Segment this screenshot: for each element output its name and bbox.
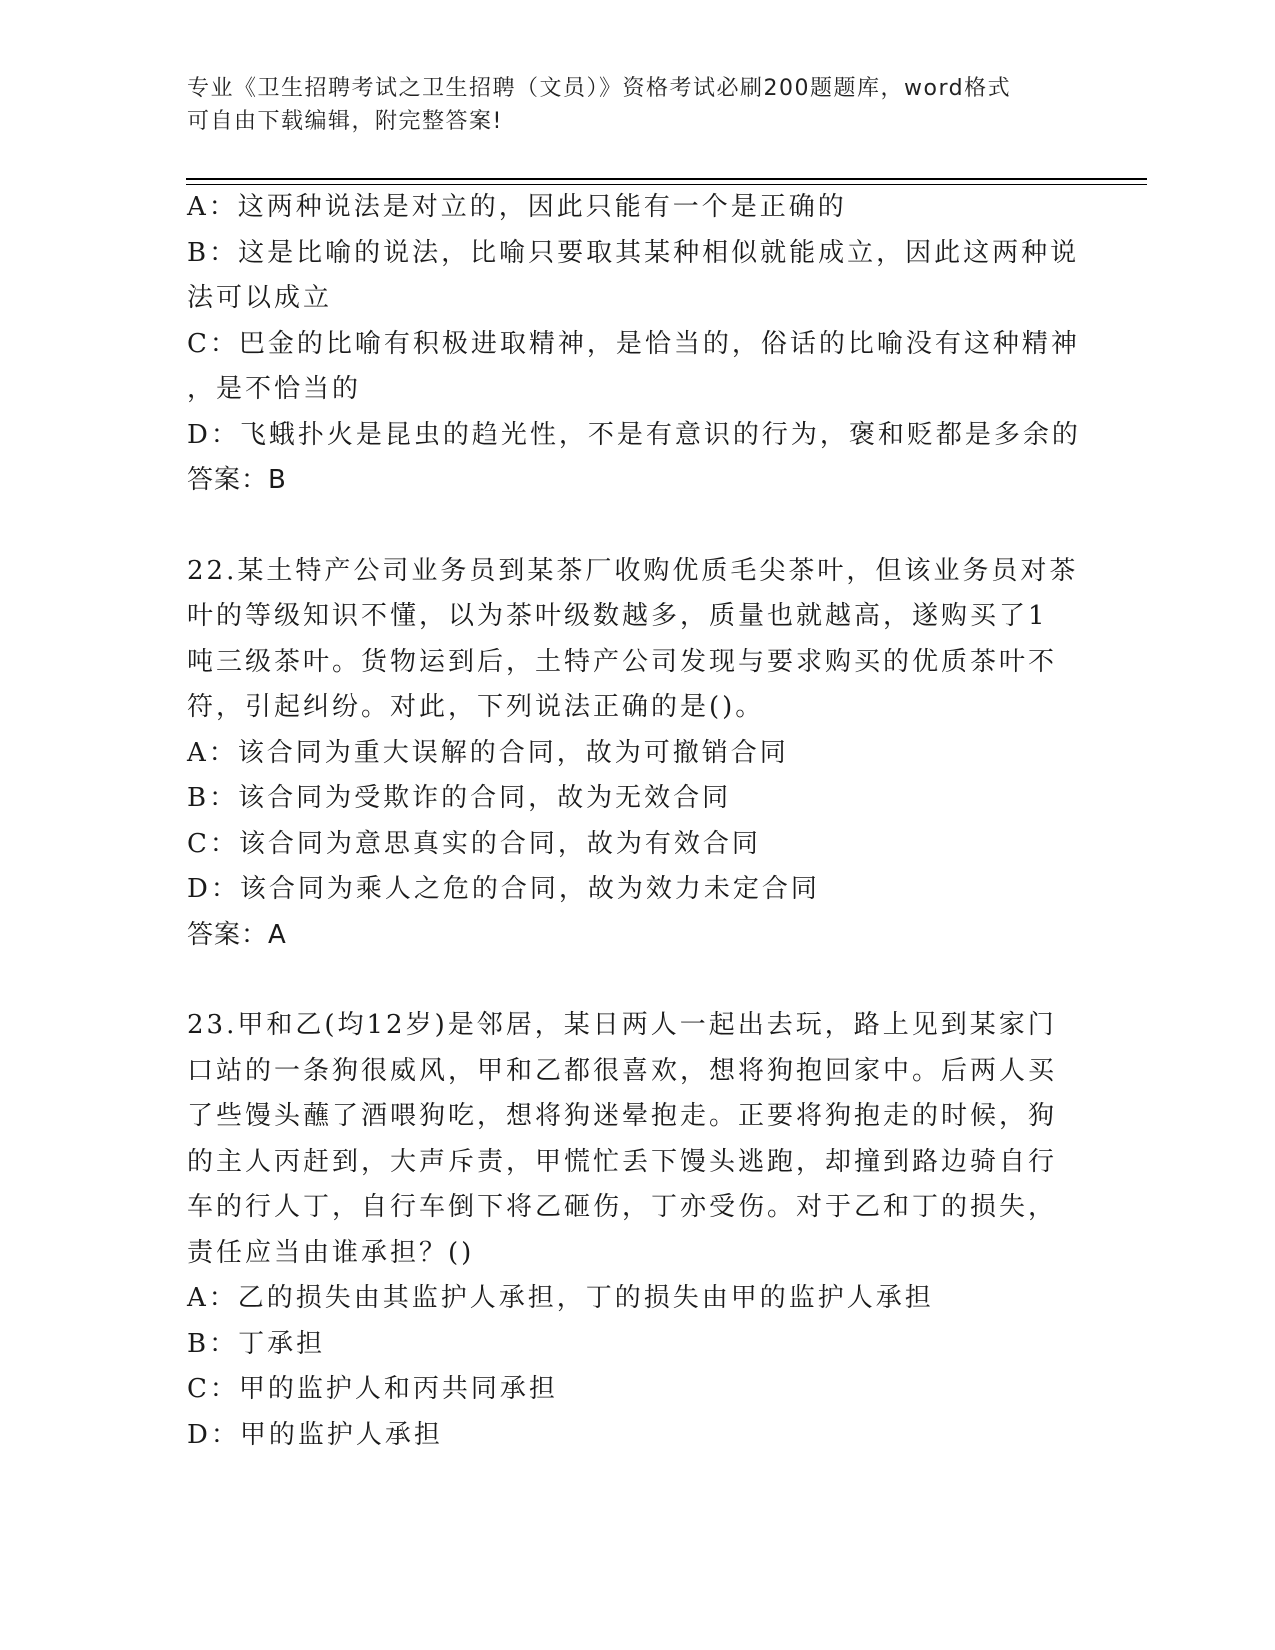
question-stem-line: 符，引起纠纷。对此，下列说法正确的是()。 — [187, 692, 765, 722]
question-stem-line: 的主人丙赶到，大声斥责，甲慌忙丢下馒头逃跑，却撞到路边骑自行 — [187, 1146, 1058, 1177]
answer: 答案：B — [187, 465, 287, 495]
question-stem-line: 23.甲和乙(均12岁)是邻居，某日两人一起出去玩，路上见到某家门 — [187, 1010, 1057, 1040]
answer: 答案：A — [187, 919, 287, 950]
document-header — [187, 72, 1087, 138]
option-d: D：该合同为乘人之危的合同，故为效力未定合同 — [187, 874, 820, 904]
question-content — [187, 185, 1081, 1458]
option-b: B：丁承担 — [187, 1328, 326, 1359]
header-rule-thick — [186, 178, 1147, 180]
question-stem-line: 22.某土特产公司业务员到某茶厂收购优质毛尖茶叶，但该业务员对茶 — [187, 555, 1079, 586]
option-d: D：飞蛾扑火是昆虫的趋光性，不是有意识的行为，褒和贬都是多余的 — [187, 419, 1081, 450]
question-stem-line: 责任应当由谁承担？() — [187, 1237, 475, 1268]
question-stem-line: 吨三级茶叶。货物运到后，土特产公司发现与要求购买的优质茶叶不 — [187, 646, 1058, 677]
option-a: A：该合同为重大误解的合同，故为可撤销合同 — [187, 737, 789, 768]
option-b: B：该合同为受欺诈的合同，故为无效合同 — [187, 783, 732, 813]
question-22 — [187, 549, 1079, 959]
option-a: A：乙的损失由其监护人承担，丁的损失由甲的监护人承担 — [187, 1283, 934, 1313]
question-23 — [187, 1003, 1067, 1458]
question-stem-line: 了些馒头蘸了酒喂狗吃，想将狗迷晕抱走。正要将狗抱走的时候，狗 — [187, 1101, 1058, 1131]
option-a: A：这两种说法是对立的，因此只能有一个是正确的 — [187, 192, 847, 222]
option-b-cont: 法可以成立 — [187, 283, 333, 313]
spacer — [187, 958, 1067, 1003]
question-stem-line: 叶的等级知识不懂，以为茶叶级数越多，质量也就越高，遂购买了1 — [187, 601, 1048, 631]
question-21-options — [187, 185, 1081, 504]
option-c: C：甲的监护人和丙共同承担 — [187, 1374, 558, 1404]
spacer — [187, 504, 1067, 549]
option-c: C：该合同为意思真实的合同，故为有效合同 — [187, 828, 761, 859]
header-line-2: 可自由下载编辑，附完整答案! — [187, 109, 503, 134]
question-stem-line: 车的行人丁，自行车倒下将乙砸伤，丁亦受伤。对于乙和丁的损失， — [187, 1192, 1058, 1222]
question-stem-line: 口站的一条狗很威风，甲和乙都很喜欢，想将狗抱回家中。后两人买 — [187, 1055, 1058, 1086]
option-b: B：这是比喻的说法，比喻只要取其某种相似就能成立，因此这两种说 — [187, 237, 1080, 268]
option-d: D：甲的监护人承担 — [187, 1419, 443, 1450]
option-c: C：巴金的比喻有积极进取精神，是恰当的，俗话的比喻没有这种精神 — [187, 328, 1080, 359]
header-line-1: 专业《卫生招聘考试之卫生招聘（文员）》资格考试必刷200题题库，word格式 — [187, 76, 1012, 101]
option-c-cont: ，是不恰当的 — [187, 374, 362, 404]
